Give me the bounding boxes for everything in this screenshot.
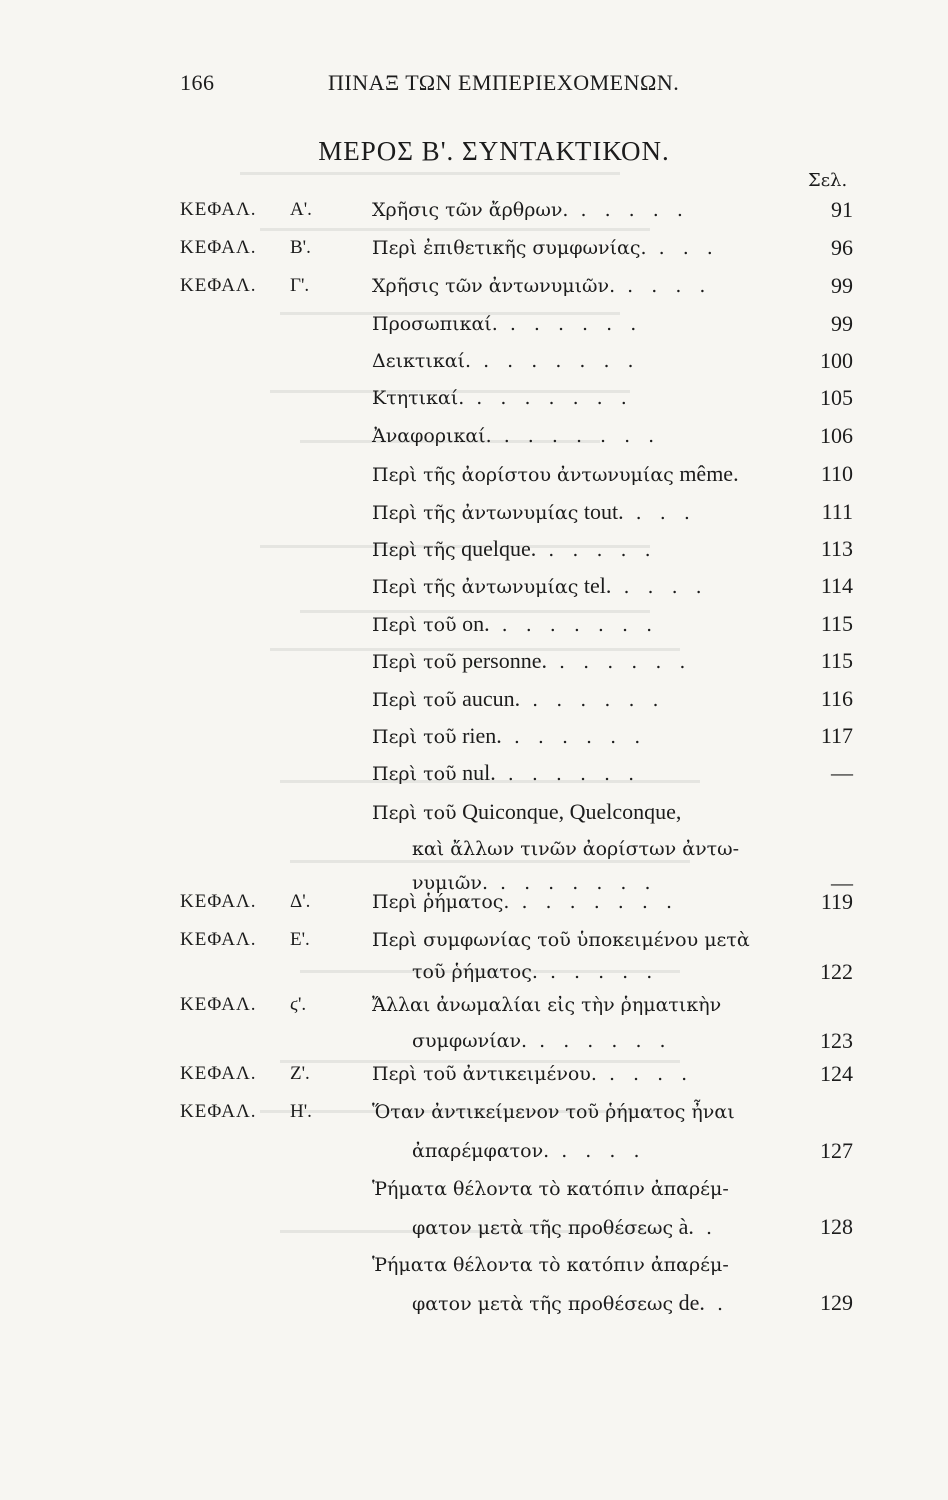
page-ref: 127	[820, 1138, 853, 1163]
toc-entry	[0, 571, 948, 601]
page-ref: 96	[831, 235, 853, 260]
page-ref: 128	[820, 1214, 853, 1239]
page-ref: —	[831, 760, 853, 785]
dot-leader: . . . . . .	[495, 763, 641, 785]
toc-entry	[0, 1288, 948, 1318]
toc-entry	[0, 383, 948, 413]
entry-title: Περὶ τοῦ nul. . . . . . .	[372, 760, 641, 785]
dot-leader: . . . . .	[568, 199, 689, 221]
page-ref: 129	[820, 1290, 853, 1315]
chapter-label: ΚΕΦΑΛ.	[180, 929, 257, 950]
entry-latin-term: nul.	[456, 760, 496, 785]
toc-entry	[0, 925, 948, 955]
chapter-number: Δ'.	[290, 891, 311, 912]
entry-title: ἀπαρέμφατον. . . . .	[412, 1140, 646, 1162]
entry-latin-term: tel.	[578, 573, 612, 598]
entry-title: τοῦ ῥήματος. . . . . .	[412, 961, 659, 983]
dot-leader: . . . . . . .	[509, 891, 678, 913]
entry-latin-term: rien.	[456, 723, 502, 748]
page-ref: 122	[820, 959, 853, 984]
toc-entry	[0, 990, 948, 1020]
entry-title: Ῥήματα θέλοντα τὸ κατόπιν ἀπαρέμ-	[372, 1178, 729, 1200]
entry-title: Χρῆσις τῶν ἄρθρων. . . . . .	[372, 199, 689, 221]
entry-title: Ἀναφορικαί. . . . . . . .	[372, 425, 661, 447]
chapter-label: ΚΕΦΑΛ.	[180, 237, 257, 258]
toc-entry	[0, 497, 948, 527]
entry-title: Προσωπικαί. . . . . . .	[372, 313, 643, 335]
dot-leader: . . . . .	[537, 961, 659, 983]
toc-entry	[0, 271, 948, 301]
page-ref: 124	[820, 1061, 853, 1086]
chapter-label: ΚΕΦΑΛ.	[180, 891, 257, 912]
page-column-label: Σελ.	[808, 170, 848, 191]
toc-entry	[0, 1174, 948, 1204]
entry-latin-term: de.	[673, 1290, 705, 1315]
toc-entry	[0, 346, 948, 376]
dot-leader: . . . .	[549, 1140, 646, 1162]
toc-entry	[0, 1059, 948, 1089]
entry-title: καὶ ἄλλων τινῶν ἀορίστων ἀντω-	[412, 838, 740, 860]
entry-title: Περὶ τῆς quelque. . . . . .	[372, 536, 657, 561]
toc-entry	[0, 957, 948, 987]
page-ref: 114	[820, 573, 853, 598]
entry-title: νυμιῶν. . . . . . . .	[412, 872, 657, 894]
toc-entry	[0, 1212, 948, 1242]
entry-title: Περὶ συμφωνίας τοῦ ὑποκειμένου μετὰ	[372, 929, 750, 951]
toc-entry	[0, 684, 948, 714]
page-ref: 123	[820, 1028, 853, 1053]
entry-title: Χρῆσις τῶν ἀντωνυμιῶν. . . . .	[372, 275, 712, 297]
entry-title: Περὶ τοῦ on. . . . . . . .	[372, 611, 659, 636]
chapter-label: ΚΕΦΑΛ.	[180, 199, 257, 220]
entry-latin-term: quelque.	[455, 536, 537, 561]
toc-entry	[0, 421, 948, 451]
toc-entry	[0, 309, 948, 339]
entry-title: Περὶ ῥήματος. . . . . . . .	[372, 891, 678, 913]
toc-entry	[0, 834, 948, 864]
entry-title: Ἄλλαι ἀνωμαλίαι εἰς τὴν ῥηματικὴν	[372, 994, 722, 1016]
entry-title: Ῥήματα θέλοντα τὸ κατόπιν ἀπαρέμ-	[372, 1254, 729, 1276]
entry-latin-term: on.	[456, 611, 490, 636]
page-ref: 100	[820, 348, 853, 373]
chapter-number: Η'.	[290, 1101, 312, 1122]
toc-entry	[0, 1136, 948, 1166]
page-ref: 106	[820, 423, 853, 448]
entry-latin-term: tout.	[578, 499, 624, 524]
chapter-number: ϛ'.	[290, 994, 307, 1015]
dot-leader: . . . . . .	[497, 313, 643, 335]
part-title: ΜΕΡΟΣ Β'. ΣΥΝΤΑΚΤΙΚΟΝ.	[318, 136, 670, 166]
toc-entry	[0, 1026, 948, 1056]
dot-leader: . . . . . . .	[489, 614, 659, 636]
page-ref: 119	[820, 889, 853, 914]
toc-entry	[0, 1097, 948, 1127]
toc-entry	[0, 534, 948, 564]
entry-title: Περὶ τοῦ ἀντικειμένου. . . . .	[372, 1063, 694, 1085]
page-ref: 91	[831, 197, 853, 222]
entry-title: Περὶ τοῦ rien. . . . . . .	[372, 723, 647, 748]
toc-entry	[0, 721, 948, 751]
dot-leader: . . . . .	[536, 539, 657, 561]
toc-entry	[0, 195, 948, 225]
page-ref: 99	[831, 311, 853, 336]
toc-entry	[0, 609, 948, 639]
chapter-number: Ζ'.	[290, 1063, 310, 1084]
dot-leader: . . . . . .	[501, 726, 647, 748]
entry-title: Ὅταν ἀντικείμενον τοῦ ῥήματος ἦναι	[372, 1101, 735, 1123]
toc-entry	[0, 758, 948, 788]
page-ref: 115	[820, 648, 853, 673]
dot-leader: . . . . . .	[547, 651, 692, 673]
page-ref: —	[831, 870, 853, 895]
chapter-label: ΚΕΦΑΛ.	[180, 1101, 257, 1122]
dot-leader: . . . . . . .	[487, 872, 657, 894]
dot-leader: .	[693, 1217, 719, 1239]
entry-title: Περὶ τῆς ἀντωνυμίας tel. . . . .	[372, 573, 708, 598]
entry-title: Περὶ ἐπιθετικῆς συμφωνίας. . . .	[372, 237, 719, 259]
dot-leader: . . . .	[611, 576, 708, 598]
toc-entry	[0, 887, 948, 917]
entry-title: Περὶ τοῦ Quiconque, Quelconque,	[372, 799, 682, 824]
dot-leader: . . . .	[596, 1063, 694, 1085]
chapter-label: ΚΕΦΑΛ.	[180, 994, 257, 1015]
chapter-number: Β'.	[290, 237, 311, 258]
dot-leader: . . . .	[615, 275, 712, 297]
page-ref: 105	[820, 385, 853, 410]
dot-leader: . . . . . . .	[464, 387, 633, 409]
page-ref: 113	[820, 536, 853, 561]
page-ref: 110	[820, 461, 853, 486]
entry-title: Δεικτικαί. . . . . . . .	[372, 350, 640, 372]
entry-title: Περὶ τῆς ἀορίστου ἀντωνυμίας même.	[372, 461, 739, 486]
entry-latin-term: aucun.	[456, 686, 521, 711]
entry-latin-term: à.	[673, 1214, 694, 1239]
toc-entry	[0, 797, 948, 827]
entry-latin-term: Quiconque, Quelconque,	[456, 799, 682, 824]
chapter-number: Α'.	[290, 199, 312, 220]
entry-title: Περὶ τοῦ aucun. . . . . . .	[372, 686, 665, 711]
toc-entry	[0, 646, 948, 676]
page-number: 166	[180, 70, 215, 95]
dot-leader: . . . . . . .	[471, 350, 640, 372]
dot-leader: . . .	[646, 237, 719, 259]
toc-entry	[0, 1250, 948, 1280]
toc-entry	[0, 459, 948, 489]
page-ref: 117	[820, 723, 853, 748]
dot-leader: . . . . . .	[527, 1030, 672, 1052]
entry-latin-term: personne.	[456, 648, 547, 673]
toc-entry	[0, 233, 948, 263]
chapter-number: Γ'.	[290, 275, 310, 296]
entry-title: συμφωνίαν. . . . . . .	[412, 1030, 672, 1052]
chapter-label: ΚΕΦΑΛ.	[180, 1063, 257, 1084]
dot-leader: . . .	[623, 502, 696, 524]
entry-latin-term: même.	[673, 461, 739, 486]
entry-title: Περὶ τῆς ἀντωνυμίας tout. . . .	[372, 499, 696, 524]
running-title: ΠΙΝΑΞ ΤΩΝ ΕΜΠΕΡΙΕΧΟΜΕΝΩΝ.	[328, 70, 680, 95]
dot-leader: . . . . . .	[520, 689, 665, 711]
dot-leader: .	[704, 1293, 730, 1315]
chapter-label: ΚΕΦΑΛ.	[180, 275, 257, 296]
entry-title: φατον μετὰ τῆς προθέσεως à. .	[412, 1214, 719, 1239]
dot-leader: . . . . . . .	[491, 425, 661, 447]
page-ref: 115	[820, 611, 853, 636]
page-ref: 111	[821, 499, 853, 524]
chapter-number: Ε'.	[290, 929, 310, 950]
page-ref: 99	[831, 273, 853, 298]
entry-title: φατον μετὰ τῆς προθέσεως de. .	[412, 1290, 730, 1315]
entry-title: Κτητικαί. . . . . . . .	[372, 387, 633, 409]
page-ref: 116	[820, 686, 853, 711]
entry-title: Περὶ τοῦ personne. . . . . . .	[372, 648, 692, 673]
